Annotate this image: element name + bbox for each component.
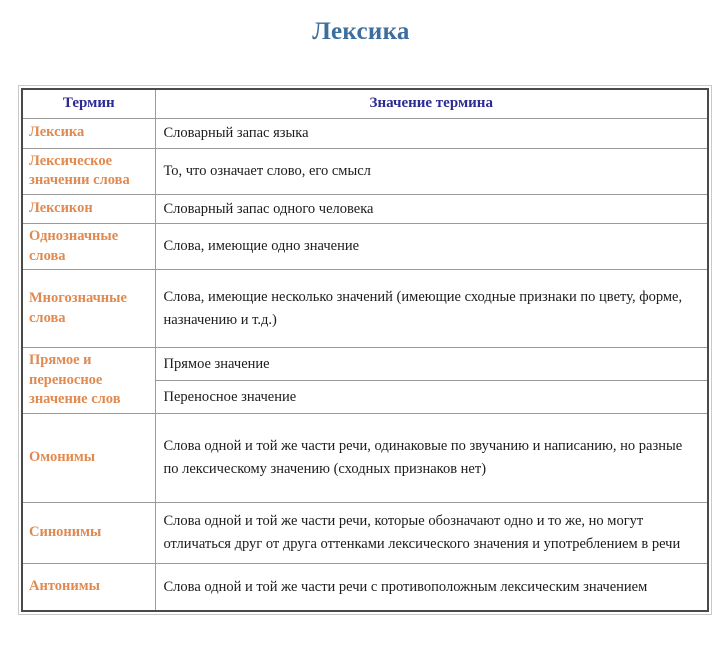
term-cell: Антонимы	[22, 563, 155, 611]
meaning-cell: То, что означает слово, его смысл	[155, 148, 708, 194]
meaning-cell: Словарный запас языка	[155, 118, 708, 148]
term-cell: Синонимы	[22, 502, 155, 563]
meaning-cell: Прямое значение	[155, 348, 708, 381]
table-row	[22, 348, 708, 381]
meaning-cell: Слова, имеющие одно значение	[155, 224, 708, 270]
term-cell: Лексическое значении слова	[22, 148, 155, 194]
term-cell: Лексикон	[22, 194, 155, 223]
meaning-cell: Слова одной и той же части речи, которые обозначают одно и то же, но могут отличаться друг от друга оттенками лексического значения и употреблением в речи	[155, 502, 708, 563]
table-row	[22, 502, 708, 563]
table-row	[22, 194, 708, 223]
column-header-meaning: Значение термина	[155, 89, 708, 118]
table-row	[22, 270, 708, 348]
meaning-cell: Словарный запас одного человека	[155, 194, 708, 223]
term-cell: Омонимы	[22, 413, 155, 502]
term-cell: Прямое и переносное значение слов	[22, 348, 155, 414]
meaning-cell: Слова одной и той же части речи с противоположным лексическим значением	[155, 563, 708, 611]
meaning-cell: Переносное значение	[155, 381, 708, 414]
term-cell: Многозначные слова	[22, 270, 155, 348]
header-row	[22, 89, 708, 118]
table-row	[22, 563, 708, 611]
table-row	[22, 118, 708, 148]
meaning-cell: Слова одной и той же части речи, одинаковые по звучанию и написанию, но разные по лексическому значению (сходных признаков нет)	[155, 413, 708, 502]
meaning-cell: Слова, имеющие несколько значений (имеющие сходные признаки по цвету, форме, назначению и т.д.)	[155, 270, 708, 348]
table-row	[22, 148, 708, 194]
term-cell: Лексика	[22, 118, 155, 148]
table-row	[22, 413, 708, 502]
page-title: Лексика	[312, 18, 410, 45]
term-cell: Однозначные слова	[22, 224, 155, 270]
column-header-term: Термин	[22, 89, 155, 118]
lexics-table	[21, 88, 709, 612]
table-row	[22, 224, 708, 270]
lexics-table-container	[21, 88, 707, 612]
